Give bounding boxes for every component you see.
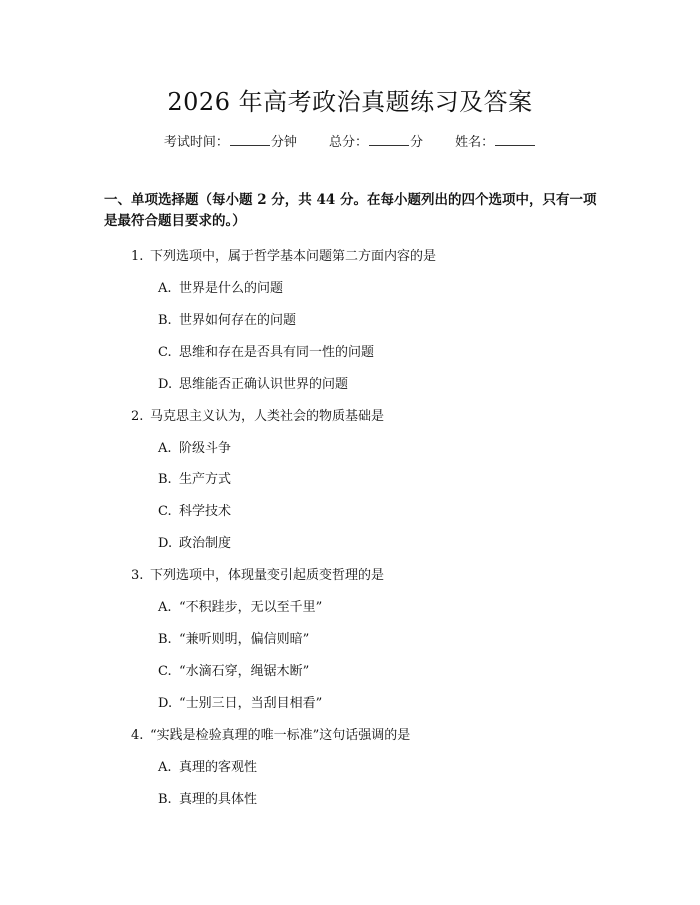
name-label: 姓名： — [455, 135, 495, 150]
option-1b[interactable] — [158, 309, 296, 328]
option-letter: C. — [158, 504, 172, 519]
time-field — [164, 131, 297, 150]
option-2a[interactable] — [158, 437, 231, 456]
option-3c[interactable] — [158, 660, 309, 679]
question-text: “实践是检验真理的唯一标准”这句话强调的是 — [150, 728, 411, 743]
option-text: 思维能否正确认识世界的问题 — [179, 377, 349, 392]
option-letter: D. — [158, 536, 173, 551]
option-letter: B. — [158, 792, 172, 807]
question-3 — [131, 564, 384, 583]
question-number: 1. — [131, 249, 144, 264]
option-letter: D. — [158, 377, 173, 392]
option-3a[interactable] — [158, 596, 322, 615]
option-letter: A. — [158, 281, 172, 296]
name-field — [455, 131, 536, 150]
name-blank[interactable] — [495, 134, 535, 146]
option-letter: B. — [158, 313, 172, 328]
option-letter: C. — [158, 664, 172, 679]
question-1 — [131, 245, 436, 264]
option-4b[interactable] — [158, 788, 257, 807]
option-2c[interactable] — [158, 500, 231, 519]
time-label: 考试时间： — [163, 135, 229, 150]
option-letter: D. — [158, 696, 173, 711]
option-text: “不积跬步，无以至千里” — [179, 600, 323, 615]
option-text: “兼听则明，偏信则暗” — [179, 632, 310, 647]
option-text: 真理的客观性 — [179, 760, 258, 775]
option-text: 政治制度 — [179, 536, 232, 551]
option-1d[interactable] — [158, 373, 348, 392]
option-4a[interactable] — [158, 756, 257, 775]
option-letter: B. — [158, 472, 172, 487]
option-text: 科学技术 — [179, 504, 232, 519]
question-text: 马克思主义认为，人类社会的物质基础是 — [150, 409, 385, 424]
question-number: 4. — [131, 728, 144, 743]
option-text: 世界如何存在的问题 — [179, 313, 297, 328]
question-4 — [131, 724, 410, 743]
exam-meta — [0, 131, 700, 150]
question-text: 下列选项中，体现量变引起质变哲理的是 — [150, 568, 385, 583]
section-header: 一、单项选择题（每小题 2 分，共 44 分。在每小题列出的四个选项中，只有一项是最符合题目要求的。） — [104, 192, 597, 229]
score-field — [329, 131, 423, 150]
option-text: “士别三日，当刮目相看” — [179, 696, 323, 711]
time-unit: 分钟 — [270, 135, 297, 150]
option-text: 真理的具体性 — [179, 792, 258, 807]
time-blank[interactable] — [230, 134, 270, 146]
question-number: 3. — [131, 568, 144, 583]
option-text: 思维和存在是否具有同一性的问题 — [179, 345, 375, 360]
option-1c[interactable] — [158, 341, 374, 360]
option-text: 阶级斗争 — [179, 441, 232, 456]
question-text: 下列选项中，属于哲学基本问题第二方面内容的是 — [150, 249, 437, 264]
option-letter: C. — [158, 345, 172, 360]
option-text: 世界是什么的问题 — [179, 281, 284, 296]
option-3d[interactable] — [158, 692, 322, 711]
option-text: “水滴石穿，绳锯木断” — [179, 664, 310, 679]
option-1a[interactable] — [158, 277, 283, 296]
question-2 — [131, 405, 384, 424]
option-text: 生产方式 — [179, 472, 232, 487]
option-letter: A. — [158, 441, 172, 456]
score-blank[interactable] — [369, 134, 409, 146]
option-2b[interactable] — [158, 468, 231, 487]
page-title: 2026 年高考政治真题练习及答案 — [167, 88, 533, 116]
score-label: 总分： — [328, 135, 368, 150]
option-3b[interactable] — [158, 628, 309, 647]
option-letter: B. — [158, 632, 172, 647]
score-unit: 分 — [410, 135, 424, 150]
option-letter: A. — [158, 600, 172, 615]
question-number: 2. — [131, 409, 144, 424]
option-2d[interactable] — [158, 532, 231, 551]
option-letter: A. — [158, 760, 172, 775]
